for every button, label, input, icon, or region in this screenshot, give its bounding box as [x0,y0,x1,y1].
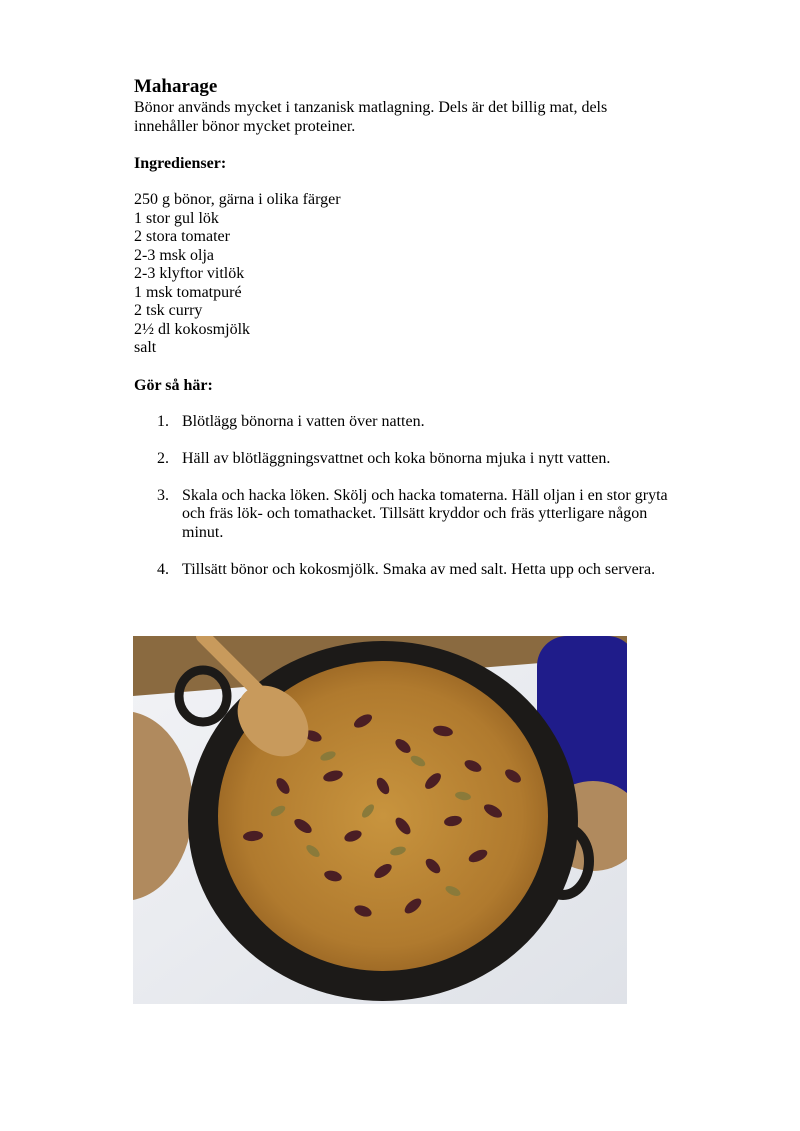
ingredient-item: salt [134,339,157,356]
step-text: Tillsätt bönor och kokosmjölk. Smaka av med salt. Hetta upp och servera. [182,560,656,578]
step-number: 1. [157,412,169,430]
step-text: Häll av blötläggningsvattnet och koka bönorna mjuka i nytt vatten. [182,449,611,467]
ingredient-item: 1 stor gul lök [134,209,219,227]
bean-stew-photo [133,636,627,1004]
ingredients-list [134,191,674,358]
ingredient-item: 2½ dl kokosmjölk [134,320,251,338]
step-text: Skala och hacka löken. Skölj och hacka tomaterna. Häll oljan i en stor gryta och fräs lök- och tomathacket. Tillsätt kryddor och fräs ytterligare någon minut. [182,486,668,541]
step-item [134,450,674,469]
step-text: Blötlägg bönorna i vatten över natten. [182,412,425,430]
ingredient-item: 1 msk tomatpuré [134,283,242,301]
stew-pot-illustration [133,636,627,1004]
ingredients-heading: Ingredienser: [134,155,227,172]
step-number: 4. [157,560,169,578]
step-item [134,487,674,543]
step-item [134,413,674,432]
ingredient-item: 2-3 klyftor vitlök [134,265,245,282]
ingredient-item: 2 tsk curry [134,302,203,319]
recipe-title: Maharage [134,76,218,97]
ingredient-item: 2 stora tomater [134,228,230,245]
ingredient-item: 250 g bönor, gärna i olika färger [134,191,341,208]
steps-heading: Gör så här: [134,376,213,394]
step-number: 2. [157,449,169,467]
recipe-document [134,76,674,598]
step-item [134,561,674,580]
recipe-intro: Bönor används mycket i tanzanisk matlagning. Dels är det billig mat, dels innehåller bönor mycket proteiner. [134,99,608,135]
ingredient-item: 2-3 msk olja [134,246,214,264]
steps-list [134,413,674,580]
step-number: 3. [157,486,169,504]
